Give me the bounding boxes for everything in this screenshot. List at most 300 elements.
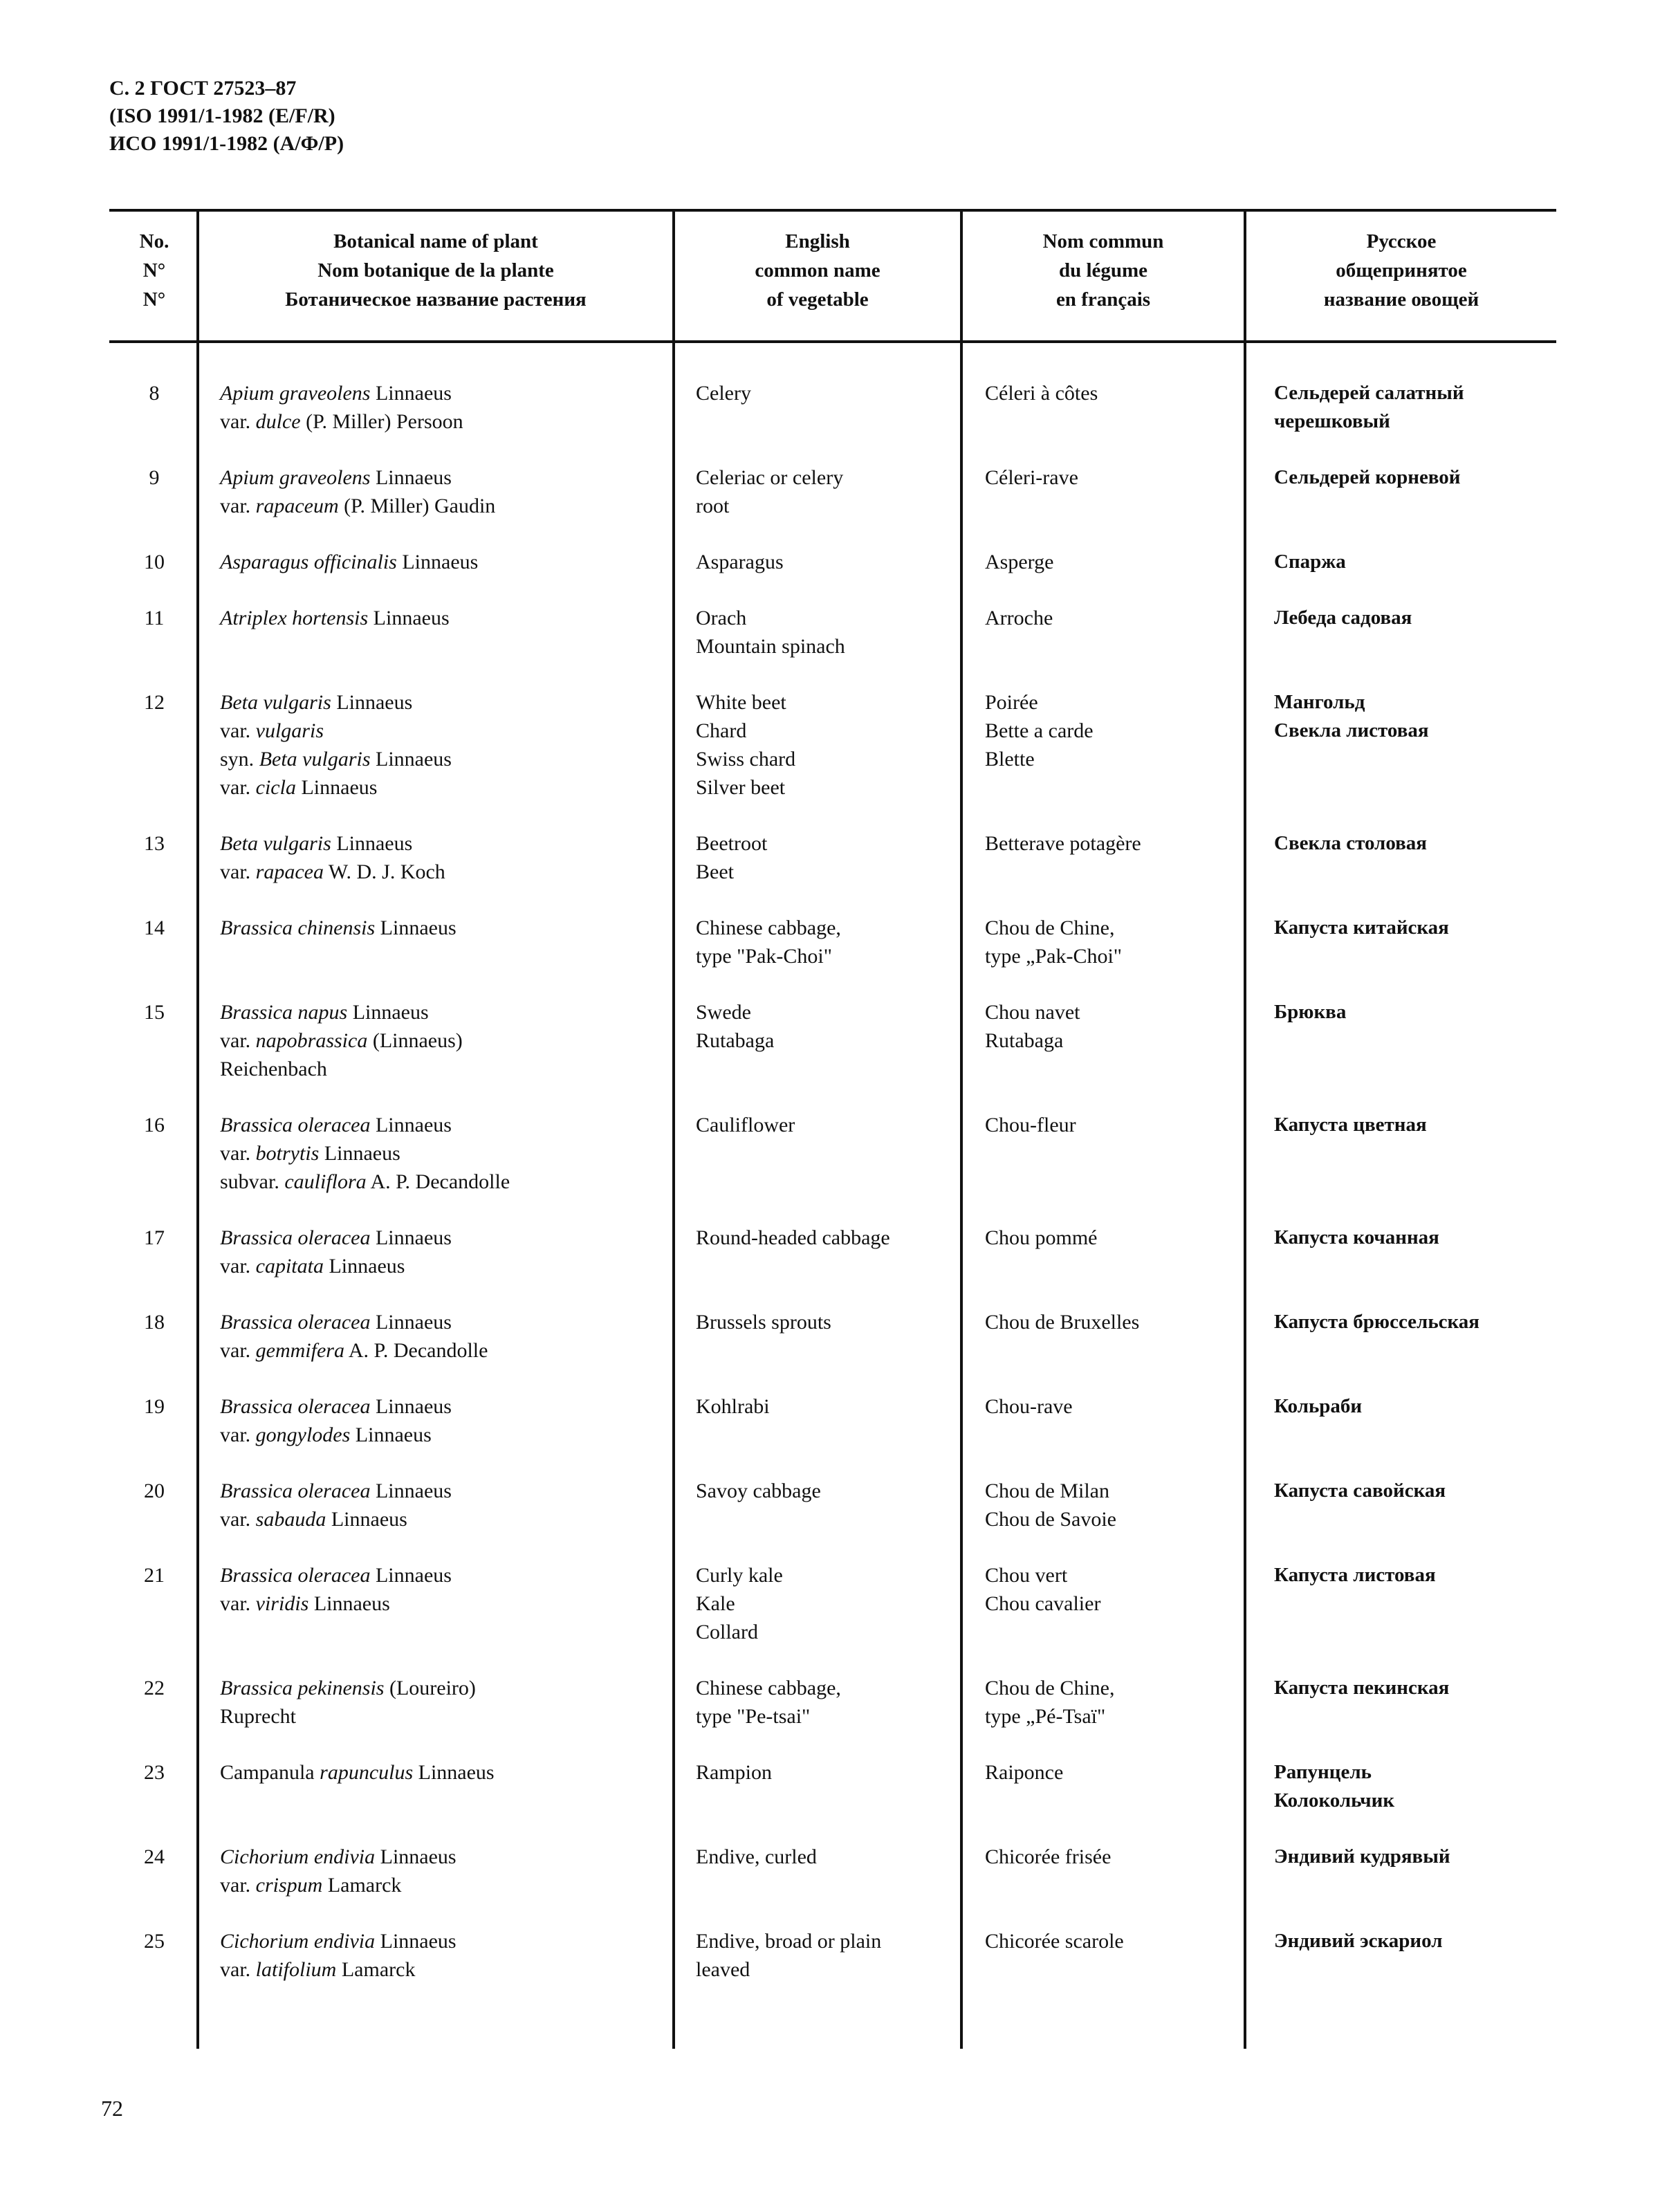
english-name: [696, 1674, 841, 1731]
author-text: var.: [220, 1255, 256, 1278]
botanical-line: [220, 858, 445, 886]
row-number: 18: [144, 1311, 165, 1334]
english-name-line: Asparagus: [696, 551, 784, 573]
russian-name-line: Капуста савойская: [1274, 1480, 1446, 1502]
row-number: 14: [144, 916, 165, 939]
botanical-line: [220, 1336, 488, 1365]
taxon-name: latifolium: [255, 1958, 337, 1981]
author-text: A. P. Decandolle: [366, 1170, 510, 1193]
author-text: Linnaeus: [331, 832, 413, 855]
table-row: [109, 829, 1556, 914]
french-name: [985, 829, 1141, 858]
russian-name: [1274, 1927, 1442, 1955]
author-text: Reichenbach: [220, 1058, 327, 1080]
french-name-line: Chou navet: [985, 1001, 1080, 1024]
botanical-line: [220, 492, 495, 520]
botanical-line: [220, 1758, 495, 1787]
botanical-name: [220, 1927, 456, 1984]
english-name: [696, 604, 845, 661]
row-number: 16: [144, 1114, 165, 1136]
botanical-line: [220, 773, 452, 802]
table-row: [109, 604, 1556, 688]
english-name: [696, 914, 841, 970]
table-row: [109, 463, 1556, 548]
row-number: 24: [144, 1845, 165, 1868]
botanical-line: [220, 463, 495, 492]
header-text: en français: [1055, 288, 1151, 311]
header-text: English: [785, 230, 850, 252]
author-text: Campanula: [220, 1761, 320, 1784]
french-name: [985, 914, 1122, 970]
taxon-name: Apium graveolens: [220, 382, 371, 405]
english-name-line: Endive, broad or plain: [696, 1930, 882, 1953]
french-name-line: Raiponce: [985, 1761, 1064, 1784]
russian-name: [1274, 548, 1346, 576]
english-name-line: Brussels sprouts: [696, 1311, 831, 1334]
english-name-line: Beet: [696, 860, 734, 883]
taxon-name: napobrassica: [255, 1029, 368, 1052]
row-number: 17: [144, 1226, 165, 1249]
author-text: W. D. J. Koch: [323, 860, 445, 883]
author-text: Linnaeus: [350, 1423, 432, 1446]
english-name: [696, 548, 784, 576]
author-text: Linnaeus: [370, 1395, 452, 1418]
french-name-line: Betterave potagère: [985, 832, 1141, 855]
header-text: of vegetable: [766, 288, 869, 311]
botanical-line: [220, 745, 452, 773]
english-name: [696, 1111, 795, 1139]
botanical-line: [220, 1055, 463, 1083]
french-name-line: Bette a carde: [985, 719, 1094, 742]
botanical-line: [220, 717, 452, 745]
author-text: var.: [220, 1874, 256, 1897]
author-text: var.: [220, 1142, 256, 1165]
english-name: [696, 998, 774, 1055]
taxon-name: Beta vulgaris: [259, 748, 371, 771]
french-name: [985, 1308, 1139, 1336]
document-header: [109, 75, 344, 158]
botanical-line: [220, 1111, 510, 1139]
russian-name-line: Лебеда садовая: [1274, 607, 1412, 629]
botanical-name: [220, 829, 445, 886]
taxon-name: rapaceum: [255, 495, 339, 517]
taxon-name: Brassica chinensis: [220, 916, 376, 939]
column-header-number: [109, 227, 199, 314]
russian-name-line: Спаржа: [1274, 551, 1346, 573]
botanical-name: [220, 914, 456, 942]
botanical-line: [220, 1843, 456, 1871]
botanical-line: [220, 1168, 510, 1196]
botanical-line: [220, 379, 463, 407]
row-number: 23: [144, 1761, 165, 1784]
author-text: subvar.: [220, 1170, 285, 1193]
author-text: (Loureiro): [384, 1677, 476, 1699]
author-text: var.: [220, 1592, 256, 1615]
taxon-name: Beta vulgaris: [220, 691, 331, 714]
botanical-line: [220, 1421, 452, 1449]
english-name-line: Collard: [696, 1621, 758, 1643]
author-text: (Linnaeus): [367, 1029, 463, 1052]
russian-name-line: Рапунцель: [1274, 1761, 1372, 1783]
header-line-standard: С. 2 ГОСТ 27523–87: [109, 77, 297, 100]
french-name: [985, 463, 1078, 492]
taxon-name: rapacea: [255, 860, 324, 883]
author-text: Lamarck: [336, 1958, 416, 1981]
french-name-line: Chou de Milan: [985, 1480, 1109, 1502]
english-name: [696, 1561, 783, 1646]
author-text: Linnaeus: [368, 607, 450, 629]
botanical-name: [220, 1561, 452, 1618]
french-name-line: Céleri-rave: [985, 466, 1078, 489]
english-name-line: leaved: [696, 1958, 750, 1981]
author-text: var.: [220, 1029, 256, 1052]
english-name-line: Mountain spinach: [696, 635, 845, 658]
french-name: [985, 1843, 1111, 1871]
french-name: [985, 688, 1094, 773]
russian-name: [1274, 1392, 1362, 1421]
russian-name: [1274, 379, 1464, 436]
russian-name: [1274, 829, 1427, 858]
russian-name-line: Эндивий эскариол: [1274, 1930, 1443, 1952]
french-name: [985, 1392, 1073, 1421]
taxon-name: sabauda: [255, 1508, 326, 1531]
botanical-name: [220, 998, 463, 1083]
french-name-line: type „Pak-Choi": [985, 945, 1123, 968]
botanical-line: [220, 1871, 456, 1899]
french-name-line: Chou-fleur: [985, 1114, 1076, 1136]
botanical-name: [220, 604, 450, 632]
author-text: Linnaeus: [370, 1114, 452, 1136]
header-text: общепринятое: [1336, 259, 1467, 282]
header-text: Nom botanique de la plante: [317, 259, 554, 282]
russian-name-line: Капуста пекинская: [1274, 1677, 1450, 1699]
author-text: Linnaeus: [331, 691, 413, 714]
botanical-name: [220, 1758, 495, 1787]
header-text: Nom commun: [1042, 230, 1164, 252]
taxon-name: Asparagus officinalis: [220, 551, 397, 573]
english-name: [696, 1758, 772, 1787]
taxon-name: Apium graveolens: [220, 466, 371, 489]
row-number: 12: [144, 691, 165, 714]
taxon-name: Brassica pekinensis: [220, 1677, 385, 1699]
english-name-line: Chinese cabbage,: [696, 1677, 841, 1699]
russian-name: [1274, 1674, 1449, 1702]
french-name-line: Chou de Chine,: [985, 1677, 1115, 1699]
botanical-name: [220, 379, 463, 436]
french-name: [985, 1758, 1063, 1787]
taxon-name: Brassica oleracea: [220, 1311, 371, 1334]
russian-name: [1274, 1758, 1394, 1815]
botanical-line: [220, 1505, 452, 1533]
table-row: [109, 1758, 1556, 1843]
botanical-name: [220, 1224, 452, 1280]
author-text: Linnaeus: [370, 748, 452, 771]
row-number: 25: [144, 1930, 165, 1953]
taxon-name: cauliflora: [284, 1170, 367, 1193]
russian-name: [1274, 688, 1429, 745]
french-name: [985, 1561, 1100, 1618]
botanical-name: [220, 1843, 456, 1899]
table-top-rule: [109, 209, 1556, 212]
table-row: [109, 1224, 1556, 1308]
header-text: Русское: [1366, 230, 1437, 252]
russian-name: [1274, 1308, 1479, 1336]
french-name: [985, 1477, 1116, 1533]
french-name-line: Blette: [985, 748, 1035, 771]
russian-name-line: Капуста кочанная: [1274, 1226, 1439, 1248]
author-text: var.: [220, 1339, 256, 1362]
taxon-name: Cichorium endivia: [220, 1845, 376, 1868]
taxon-name: Brassica oleracea: [220, 1114, 371, 1136]
botanical-line: [220, 1224, 452, 1252]
author-text: A. P. Decandolle: [344, 1339, 488, 1362]
row-number: 10: [144, 551, 165, 573]
russian-name: [1274, 1843, 1450, 1871]
french-name-line: Chou cavalier: [985, 1592, 1101, 1615]
vegetable-names-table: [109, 209, 1556, 2049]
french-name-line: Chou vert: [985, 1564, 1068, 1587]
taxon-name: Brassica oleracea: [220, 1226, 371, 1249]
english-name-line: Curly kale: [696, 1564, 783, 1587]
french-name-line: Rutabaga: [985, 1029, 1064, 1052]
english-name-line: Chinese cabbage,: [696, 916, 841, 939]
english-name-line: Kale: [696, 1592, 735, 1615]
header-text: No.: [139, 230, 169, 252]
botanical-line: [220, 1702, 476, 1731]
author-text: Linnaeus: [308, 1592, 390, 1615]
botanical-line: [220, 1955, 456, 1984]
author-text: Linnaeus: [370, 1311, 452, 1334]
author-text: var.: [220, 410, 256, 433]
author-text: Linnaeus: [319, 1142, 400, 1165]
russian-name: [1274, 1477, 1446, 1505]
row-number: 22: [144, 1677, 165, 1699]
botanical-line: [220, 1589, 452, 1618]
botanical-name: [220, 463, 495, 520]
russian-name: [1274, 998, 1346, 1026]
english-name-line: Beetroot: [696, 832, 768, 855]
row-number: 19: [144, 1395, 165, 1418]
russian-name-line: Мангольд: [1274, 691, 1365, 713]
french-name: [985, 379, 1098, 407]
table-row: [109, 548, 1556, 604]
author-text: var.: [220, 776, 256, 799]
french-name: [985, 604, 1053, 632]
french-name-line: type „Pé-Tsaï": [985, 1705, 1106, 1728]
author-text: Linnaeus: [375, 1930, 456, 1953]
author-text: Linnaeus: [375, 916, 456, 939]
taxon-name: viridis: [255, 1592, 309, 1615]
botanical-line: [220, 688, 452, 717]
russian-name-line: Сельдерей корневой: [1274, 466, 1461, 488]
row-number: 9: [149, 466, 160, 489]
table-row: [109, 379, 1556, 463]
author-text: Linnaeus: [370, 466, 452, 489]
english-name-line: Cauliflower: [696, 1114, 795, 1136]
english-name-line: Kohlrabi: [696, 1395, 770, 1418]
taxon-name: Brassica oleracea: [220, 1395, 371, 1418]
header-text: N°: [142, 259, 166, 282]
table-row: [109, 1843, 1556, 1927]
russian-name-line: Свекла столовая: [1274, 832, 1427, 854]
english-name-line: Round-headed cabbage: [696, 1226, 890, 1249]
table-row: [109, 1927, 1556, 2011]
english-name-line: White beet: [696, 691, 786, 714]
taxon-name: crispum: [255, 1874, 323, 1897]
row-number: 13: [144, 832, 165, 855]
botanical-line: [220, 407, 463, 436]
botanical-name: [220, 688, 452, 802]
taxon-name: Beta vulgaris: [220, 832, 331, 855]
english-name-line: type "Pe-tsai": [696, 1705, 811, 1728]
header-bottom-rule: [109, 340, 1556, 343]
table-row: [109, 1308, 1556, 1392]
row-number: 15: [144, 1001, 165, 1024]
russian-name-line: Капуста брюссельская: [1274, 1311, 1479, 1333]
taxon-name: Cichorium endivia: [220, 1930, 376, 1953]
author-text: var.: [220, 719, 256, 742]
french-name-line: Chicorée scarole: [985, 1930, 1124, 1953]
table-row: [109, 998, 1556, 1111]
author-text: Linnaeus: [413, 1761, 495, 1784]
russian-name-line: Брюква: [1274, 1001, 1347, 1023]
author-text: Linnaeus: [370, 1226, 452, 1249]
russian-name: [1274, 463, 1460, 492]
botanical-line: [220, 1392, 452, 1421]
botanical-name: [220, 1392, 452, 1449]
russian-name-line: Сельдерей салатный: [1274, 382, 1464, 404]
english-name: [696, 1927, 881, 1984]
botanical-line: [220, 914, 456, 942]
author-text: Linnaeus: [370, 382, 452, 405]
french-name-line: Chou de Savoie: [985, 1508, 1116, 1531]
author-text: Linnaeus: [323, 1255, 405, 1278]
english-name-line: type "Pak-Choi": [696, 945, 832, 968]
english-name: [696, 688, 795, 802]
french-name: [985, 1927, 1124, 1955]
table-row: [109, 1561, 1556, 1674]
page-number: 72: [101, 2096, 123, 2121]
table-row: [109, 914, 1556, 998]
row-number: 11: [144, 607, 165, 629]
botanical-line: [220, 604, 450, 632]
botanical-name: [220, 548, 478, 576]
english-name: [696, 379, 751, 407]
english-name: [696, 1477, 821, 1505]
taxon-name: vulgaris: [255, 719, 324, 742]
russian-name-line: Свекла листовая: [1274, 719, 1429, 741]
header-text: common name: [755, 259, 880, 282]
french-name-line: Chou de Bruxelles: [985, 1311, 1140, 1334]
header-text: N°: [142, 288, 166, 311]
author-text: Linnaeus: [347, 1001, 429, 1024]
row-number: 21: [144, 1564, 165, 1587]
english-name-line: Savoy cabbage: [696, 1480, 821, 1502]
english-name-line: Orach: [696, 607, 747, 629]
botanical-name: [220, 1111, 510, 1196]
french-name-line: Arroche: [985, 607, 1053, 629]
russian-name: [1274, 1561, 1436, 1589]
english-name-line: Rampion: [696, 1761, 772, 1784]
table-row: [109, 1674, 1556, 1758]
author-text: (P. Miller) Persoon: [300, 410, 463, 433]
column-header-french: [963, 227, 1244, 314]
russian-name: [1274, 1111, 1427, 1139]
botanical-line: [220, 998, 463, 1026]
french-name-line: Asperge: [985, 551, 1054, 573]
french-name: [985, 998, 1080, 1055]
english-name-line: root: [696, 495, 730, 517]
column-header-russian: [1246, 227, 1556, 314]
english-name-line: Rutabaga: [696, 1029, 775, 1052]
english-name-line: Silver beet: [696, 776, 786, 799]
botanical-name: [220, 1477, 452, 1533]
russian-name: [1274, 604, 1412, 632]
botanical-name: [220, 1674, 476, 1731]
botanical-line: [220, 1477, 452, 1505]
author-text: syn.: [220, 748, 259, 771]
botanical-line: [220, 1561, 452, 1589]
table-row: [109, 1392, 1556, 1477]
author-text: var.: [220, 1958, 256, 1981]
english-name: [696, 1224, 890, 1252]
english-name: [696, 1308, 831, 1336]
table-row: [109, 1111, 1556, 1224]
author-text: Linnaeus: [396, 551, 479, 573]
botanical-line: [220, 1139, 510, 1168]
taxon-name: dulce: [255, 410, 301, 433]
taxon-name: Brassica oleracea: [220, 1564, 371, 1587]
author-text: Linnaeus: [370, 1480, 452, 1502]
russian-name-line: черешковый: [1274, 410, 1390, 432]
column-header-botanical: [199, 227, 672, 314]
french-name: [985, 1224, 1098, 1252]
russian-name-line: Капуста китайская: [1274, 916, 1449, 939]
author-text: var.: [220, 495, 256, 517]
taxon-name: capitata: [255, 1255, 324, 1278]
taxon-name: Atriplex hortensis: [220, 607, 369, 629]
author-text: Linnaeus: [375, 1845, 456, 1868]
header-line-iso: (ISO 1991/1-1982 (E/F/R): [109, 104, 335, 127]
taxon-name: Brassica napus: [220, 1001, 348, 1024]
author-text: Linnaeus: [295, 776, 378, 799]
row-number: 20: [144, 1480, 165, 1502]
english-name-line: Celeriac or celery: [696, 466, 844, 489]
english-name: [696, 463, 843, 520]
russian-name: [1274, 914, 1449, 942]
botanical-line: [220, 1252, 452, 1280]
russian-name-line: Капуста листовая: [1274, 1564, 1436, 1586]
french-name: [985, 548, 1053, 576]
taxon-name: gemmifera: [255, 1339, 344, 1362]
french-name-line: Chicorée frisée: [985, 1845, 1112, 1868]
english-name-line: Swiss chard: [696, 748, 796, 771]
russian-name: [1274, 1224, 1439, 1252]
english-name: [696, 1392, 770, 1421]
author-text: var.: [220, 1508, 256, 1531]
header-text: Botanical name of plant: [333, 230, 538, 252]
french-name-line: Céleri à côtes: [985, 382, 1098, 405]
taxon-name: gongylodes: [255, 1423, 351, 1446]
french-name-line: Chou pommé: [985, 1226, 1098, 1249]
taxon-name: rapunculus: [320, 1761, 414, 1784]
french-name-line: Poirée: [985, 691, 1038, 714]
author-text: var.: [220, 1423, 256, 1446]
author-text: Linnaeus: [370, 1564, 452, 1587]
author-text: Linnaeus: [326, 1508, 407, 1531]
english-name-line: Chard: [696, 719, 747, 742]
header-text: Ботаническое название растения: [285, 288, 587, 311]
